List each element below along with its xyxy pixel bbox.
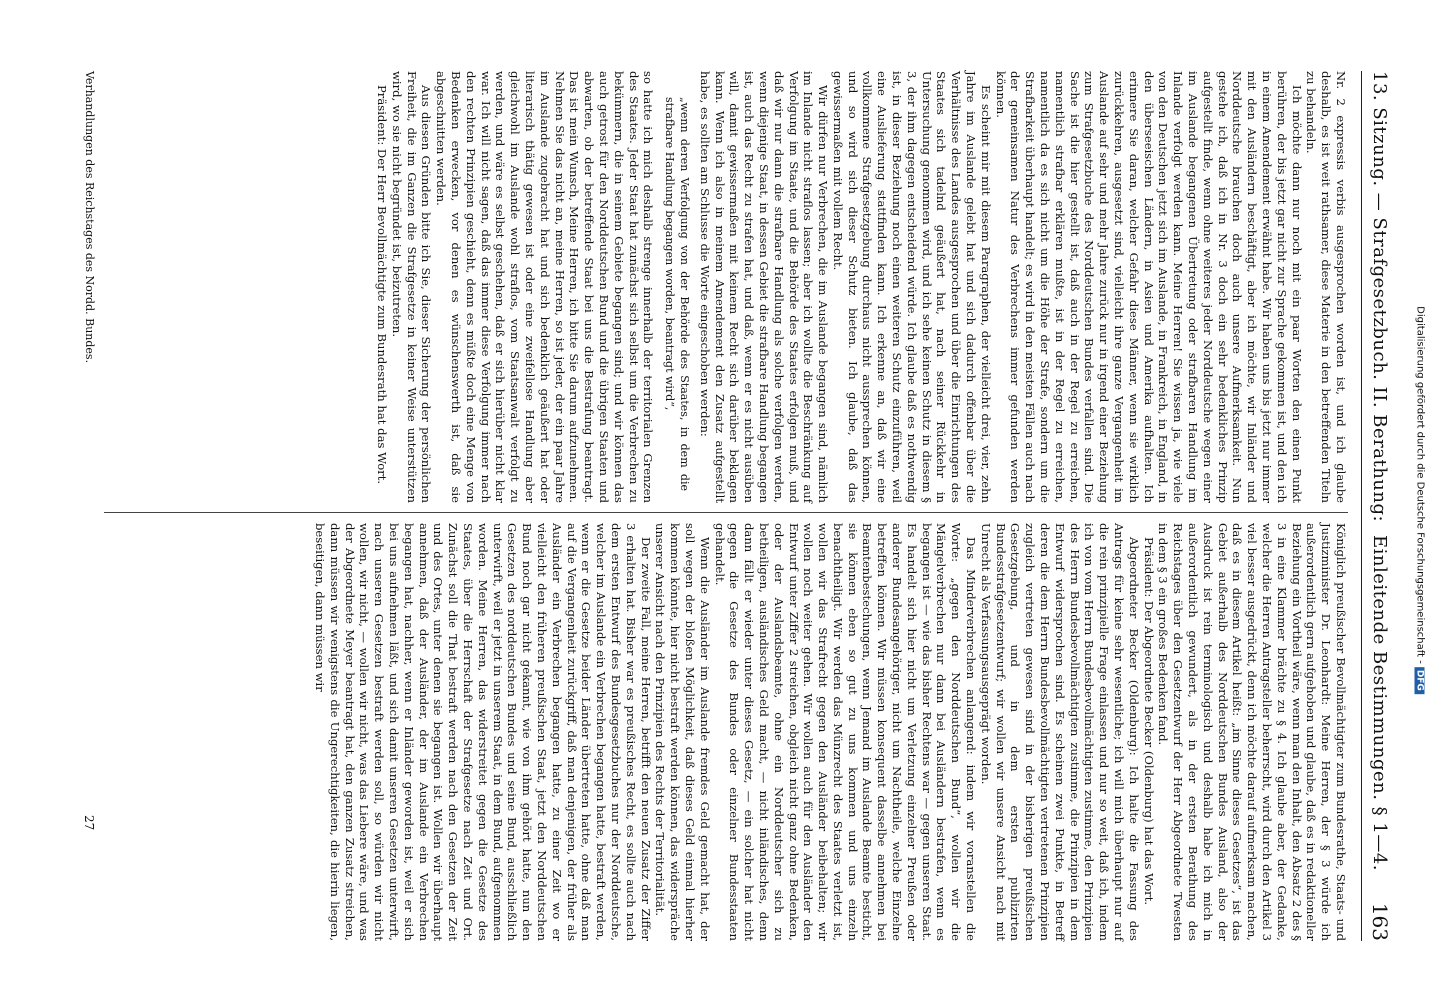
paragraph: Das Minderverbrechen anlangend: indem wir voranstellen die Worte: „gegen den Norddeutschen Bund“, wollen wir die Mängelverbrechen nur dann bei Ausländern bestrafen, wenn es begangen ist — wie das bisher Rechtens war — gegen unseren Staat. Es handelt sich hier nicht um Verletzung einzelner Preußen oder anderer Bundesangehöriger, nicht um Nachtheile, welche Einzelne betreffen können. Wir müssen konsequent dasselbe annehmen bei Beamtenbestechungen, wenn Jemand im Auslande Beamte besticht, sie können eben so gut zu uns kommen und uns einzeln benachtheiligt. Wir werden das Münzrecht des Staates verletzt ist, wollen wir das Strafrecht gegen den Ausländer beibehalten; wir wollen noch weiter gehen. Wir wollen auch für den Ausländer den Entwurf unter Ziffer 2 streichen, obgleich nicht ganz ohne Bedenken, oder der Auslandsbeamte, ohne ein Norddeutscher sich zu betheiligen, ausländisches Geld macht, — nicht inländisches, denn dann fällt er wieder unter dieses Gesetz, — ein solcher hat nicht gegen die Gesetze des Bundes oder einzelner Bundesstaaten gehandelt. <box>712 523 979 941</box>
paragraph: Aus diesen Gründen bitte ich Sie, dieser Sicherung der persönlichen Freiheit, die im Ganzen die Strafgesetze in keiner Weise unterstützen wird, wo sie nicht begründet ist, beizutreten. <box>389 71 434 503</box>
paragraph: so hatte ich mich deshalb strenge innerhalb der territorialen Grenzen des Staates. Jeder Staat hat zunächst sich selbst um die Verbrechen zu bekümmern, die in seinem Gebiete begangen sind; und wir können das auch getrost für den Norddeutschen Bund und die übrigen Staaten und abwarten, ob der betreffende Staat bei uns die Bestrafung beantragt. Das ist mein Wunsch, Meine Herren, ich bitte Sie darum aufzunehmen. Nehmen Sie das nicht an, meine Herren, so ist jeder, der ein paar Jahre im Auslande zugebracht hat und sich bedenklich geäußert hat oder literarisch thätig gewesen ist oder eine zweifellose Handlung aber gleichwohl im Auslande wohl straflos, vom Staatsanwalt verfolgt zu werden, und wäre es selbst geschehen, daß er sich hierüber nicht klar war. Ich will nicht sagen, daß das immer diese Verfolgung immer nach den rechten Prinzipien geschieht, denn es müßte doch eine Menge von Bedenken erwecken, vor denen es wünschenswerth ist, daß sie abgeschnitten werden. <box>434 71 656 503</box>
paragraph: Ich möchte dann nur noch mit ein paar Worten den einen Punkt berühren, der bis jetzt gar nicht zur Sprache gekommen ist, und den ich in einem Amendement erwähnt habe. Wir haben uns bis jetzt nur immer mit den Ausländern beschäftigt, aber ich möchte, wir Inländer und Norddeutsche brauchen doch auch unsere Aufmerksamkeit. Nun gestehe ich, daß ich in Nr. 3 doch ein sehr bedenkliches Prinzip aufgestellt finde, wenn ohne weiteres jeder Norddeutsche wegen einer im Auslande begangenen Übertretung oder strafbaren Handlung im Inlande verfolgt werden kann. Meine Herren! Sie wissen ja, wie viele von den Deutschen jetzt sich im Auslande, in Frankreich, in England, in den überseeischen Ländern, in Asien und Amerika aufhalten. Ich erinnere Sie daran, welcher Gefahr diese Männer, wenn sie wirklich zurückkehren, ausgesetzt sind, vielleicht ihre ganze Vergangenheit im Auslande auf sehr und mehr Jahre zurück nur in irgend einer Beziehung zum Strafgesetzbuche des Norddeutschen Bundes verfallen sind. Die Sache ist die hier gestellt ist, daß auch in der Regel zu erreichen, namentlich strafbar erklären mußte, ist in der Regel zu erreichen, namentlich da es sich nicht um die Höhe der Strafe, sondern um die Strafbarkeit überhaupt handelt; es wird in den meisten Fällen auch nach der gemeinsamen Natur des Verbrechens immer gefunden werden können. <box>993 71 1304 503</box>
column-divider <box>104 512 1348 513</box>
running-header-right: Einleitende Bestimmungen. § 1—4. <box>1369 535 1390 872</box>
running-header-left: 13. Sitzung. — Strafgesetzbuch. II. Berathung: <box>1369 71 1390 523</box>
president-line: Präsident: Der Abgeordnete Becker (Oldenburg) hat das Wort. <box>1141 537 1156 906</box>
dfg-credit <box>1415 306 1426 694</box>
credit-text: Digitalisierung gefördert durch die Deutsche Forschungsgemeinschaft - <box>1414 306 1426 664</box>
document-page <box>36 35 1396 965</box>
paragraph: Es scheint mir mit diesem Paragraphen, der vielleicht drei, vier, zehn Jahre im Auslande gelebt hat und sich dadurch offenbar über die Verhältnisse des Landes ausgesprochen und über die Einrichtungen des Staates sich tadelnd geäußert hat, nach seiner Rückkehr in Untersuchung genommen wird, und ich sehe keinen Schutz in diesem § 3, der ihm dagegen entscheidend würde. Ich glaube daß es nothwendig ist, in dieser Beziehung noch einen weiteren Schutz einzuführen, weil eine Auslieferung stattfinden kann. Ich erkenne an, daß wir eine vollkommene Strafgesetzgebung durchaus nicht aussprechen können, und so wird sich dieser Schutz bieten. Ich glaube, daß das gewissermaßen mit vollem Recht. <box>830 71 993 503</box>
paragraph: Königlich preußischer Bevollmächtigter zum Bundesrathe, Staats- und Justizminister Dr. Leonhardt: Meine Herren, der § 3 würde ich außerordentlich gern aufgehoben und glaube, daß es in redaktioneller Beziehung ein Vortheil wäre, wenn man den Inhalt, den Absatz 2 des § 3 in eine Klammer brächte zu § 4. Ich glaube aber, der Gedanke, welcher die Herren Antragsteller beherrscht, wird durch den Artikel 3 viel besser ausgedrückt, denn ich möchte darauf aufmerksam machen, daß es in diesem Artikel heißt: „im Sinne dieses Gesetzes“, ist das Gebiet außerhalb des Norddeutschen Bundes Ausland, also der Ausdruck ist rein terminologisch und deshalb habe ich mich in außerordentlich gewundert, als in der ersten Berathung des Reichstages über den Gesetzentwurf der Herr Abgeordnete Twesten in dem § 3 ein großes Bedenken fand. <box>1156 523 1348 941</box>
paragraph: Wenn die Ausländer im Auslande fremdes Geld gemacht hat, der soll wegen der bloßen Möglichkeit, daß dieses Geld einmal hierher kommen könnte, hier nicht bestraft werden können, das widerspräche unserer Ansicht nach den Prinzipien des Rechts der Territorialität. <box>653 523 712 941</box>
left-column <box>374 71 1348 503</box>
paragraph: Wir dürfen nur Verbrechen, die im Auslande begangen sind, nämlich im Inlande nicht straflos lassen; aber ich wollte die Beschränkung auf Verfolgung im Staate, und die Behörde des Staates erfolgen muß, und daß wir nur dann die strafbare Handlung als solche verfolgen werden, wenn diejenige Staat, in dessen Gebiet die strafbare Handlung begangen ist, auch das Recht zu strafen hat, und daß, wenn er es nicht ausüben will, damit gewissermaßen mit keinem Recht sich darüber beklagen kann. Wenn ich also in meinem Amendement den Zusatz aufgestellt habe, es sollten am Schlusse die Worte eingeschoben werden: <box>697 71 831 503</box>
dfg-logo: DFG <box>1415 667 1425 694</box>
footer-note: Verhandlungen des Reichstages des Nordd. Bundes. <box>83 71 96 364</box>
right-column <box>312 523 1348 941</box>
amendment-quote: „wenn deren Verfolgung von der Behörde des Staates, in dem die strafbare Handlung begangen worden, beantragt wird“, <box>663 97 691 491</box>
header-rule <box>1361 71 1362 941</box>
page-number: 163 <box>1368 902 1392 941</box>
paragraph: Nr. 2 expressis verbis ausgesprochen worden ist, und ich glaube deshalb, es ist weit rathsamer, diese Materie in den betreffenden Titeln zu behandeln. <box>1304 71 1348 503</box>
paragraph: Abgeordneter Becker (Oldenburg): Ich halte die Fassung des Antrags für keine sehr wesentliche; ich will mich überhaupt nur auf die rein prinzipielle Frage einlassen und nur so weit, daß ich, indem ich von vom Herrn Bundesbevollmächtigten zustimme, den Prinzipien des Herrn Bundesbevollmächtigten zustimme, die Prinzipien in dem Entwurf widersprochen sind. Es scheinen zwei Punkte, in Betreff deren die dem Herrn Bundesbevollmächtigten vertretenen Prinzipien zugleich vertreten gewesen sind in der bisherigen preußischen Gesetzgebung, und in dem ersten publizirten Bundesstrafgesetzentwurf; wir wollen wir unsere Ansicht nach mit Unrecht als Verfassungsausgeprägt worden. <box>978 523 1141 941</box>
paragraph: Der zweite Fall, meine Herren, betrifft den neuen Zusatz der Ziffer 3 erhalten hat. Bisher war es preußisches Recht, es sollte auch nach dem ersten Entwurf des Bundesgesetzbuches nur der Norddeutsche, welcher im Auslande ein Verbrechen begangen hatte, bestraft werden, wenn er die Gesetze beider Länder übertreten hatte, ohne daß man auf die Vergangenheit zurückgriff, daß man denjenigen, der früher als Ausländer ein Verbrechen begangen hatte, zu einer Zeit wo er vielleicht den früheren preußischen Staat, jetzt den Norddeutschen Bund noch gar nicht gekannt, wie von ihm gehört hatte, nun den Gesetzen des norddeutschen Bundes und seine Bund, ausschließlich unterwirft, weil er jetzt in unserem Staat, in dem Bund, aufgenommen worden. Meine Herren, das widerstreitet gegen die Gesetze des Staates, über die Herrschaft der Strafgesetze nach Zeit und Ort. Zunächst soll die That bestraft werden nach den Gesetzen der Zeit und des Ortes, unter denen sie begangen ist. Wollen wir überhaupt annehmen, daß der Ausländer, der im Auslande ein Verbrechen begangen hat, nachher, wenn er Inländer geworden ist, weil er sich bei uns aufnehmen läßt, und sich damit unseren Gesetzen unterwirft, nach unseren Gesetzen bestraft werden soll, so würden wir nicht wollen, wir nicht, — wollen wir nicht, was das Liebere wäre, und was der Abgeordnete Meyer beantragt hat, den ganzen Zusatz streichen, dann müssen wir wenigstens die Ungerechtigkeiten, die hierin liegen, beseitigen, dann müssen wir <box>313 523 653 941</box>
signature-mark: 27 <box>82 815 96 831</box>
president-line: Präsident: Der Herr Bevollmächtigte zum Bundesrath hat das Wort. <box>375 85 389 485</box>
